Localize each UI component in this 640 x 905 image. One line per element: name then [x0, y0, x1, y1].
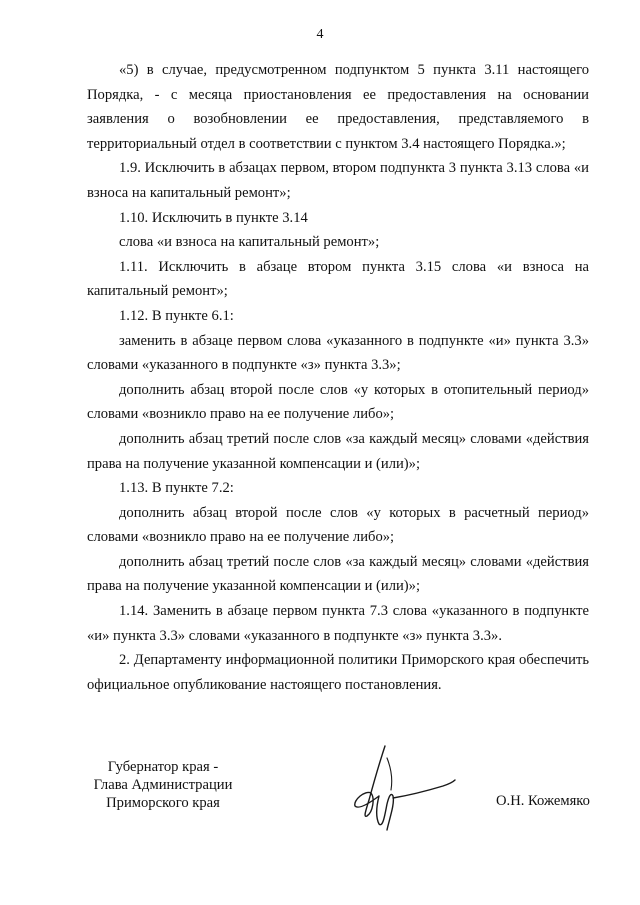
paragraph-1-13: 1.13. В пункте 7.2: [119, 480, 234, 497]
paragraph-1-12: 1.12. В пункте 6.1: [119, 307, 234, 324]
paragraph-1-9: 1.9. Исключить в абзацах первом, втором подпункта 3 пункта 3.13 слова «и взноса на капитальный ремонт»; [87, 160, 589, 201]
paragraph-1-12-replace: заменить в абзаце первом слова «указанного в подпункте «и» пункта 3.3» словами «указанного в подпункте «з» пункта 3.3»; [87, 332, 589, 374]
paragraph-1-14: 1.14. Заменить в абзаце первом пункта 7.3 слова «указанного в подпункте «и» пункта 3.3» словами «указанного в подпункте «з» пункта 3.3». [87, 603, 589, 644]
paragraph-1-10-words: слова «и взноса на капитальный ремонт»; [119, 234, 380, 251]
page-number: 4 [316, 27, 324, 42]
paragraph-1-13-add-third: дополнить абзац третий после слов «за каждый месяц» словами «действия права на получение указанной компенсации и (или)»; [87, 553, 589, 595]
paragraph-1-12-add-second: дополнить абзац второй после слов «у которых в отопительный период» словами «возникло право на ее получение либо»; [87, 381, 589, 423]
document-body [87, 58, 589, 697]
handwritten-signature [345, 738, 460, 833]
position-line-3: Приморского края [106, 795, 220, 811]
paragraph-1-10: 1.10. Исключить в пункте 3.14 [119, 209, 308, 226]
signatory-position [78, 758, 248, 812]
paragraph-2: 2. Департаменту информационной политики Приморского края обеспечить официальное опубликование настоящего постановления. [87, 652, 589, 693]
position-line-2: Глава Администрации [93, 777, 233, 793]
paragraph-1-12-add-third: дополнить абзац третий после слов «за каждый месяц» словами «действия права на получение указанной компенсации и (или)»; [87, 430, 589, 472]
position-line-1: Губернатор края - [107, 759, 219, 775]
paragraph-5-clause: «5) в случае, предусмотренном подпунктом 5 пункта 3.11 настоящего Порядка, - с месяца приостановления ее предоставления на основании заявления о возобновлении ее предоставления, представляемого в территориальный отдел в соответствии с пунктом 3.4 настоящего Порядка.»; [87, 62, 589, 152]
paragraph-1-13-add-second: дополнить абзац второй после слов «у которых в расчетный период» словами «возникло право на ее получение либо»; [87, 504, 589, 546]
signatory-name: О.Н. Кожемяко [496, 793, 590, 809]
paragraph-1-11: 1.11. Исключить в абзаце втором пункта 3.15 слова «и взноса на капитальный ремонт»; [87, 258, 589, 300]
